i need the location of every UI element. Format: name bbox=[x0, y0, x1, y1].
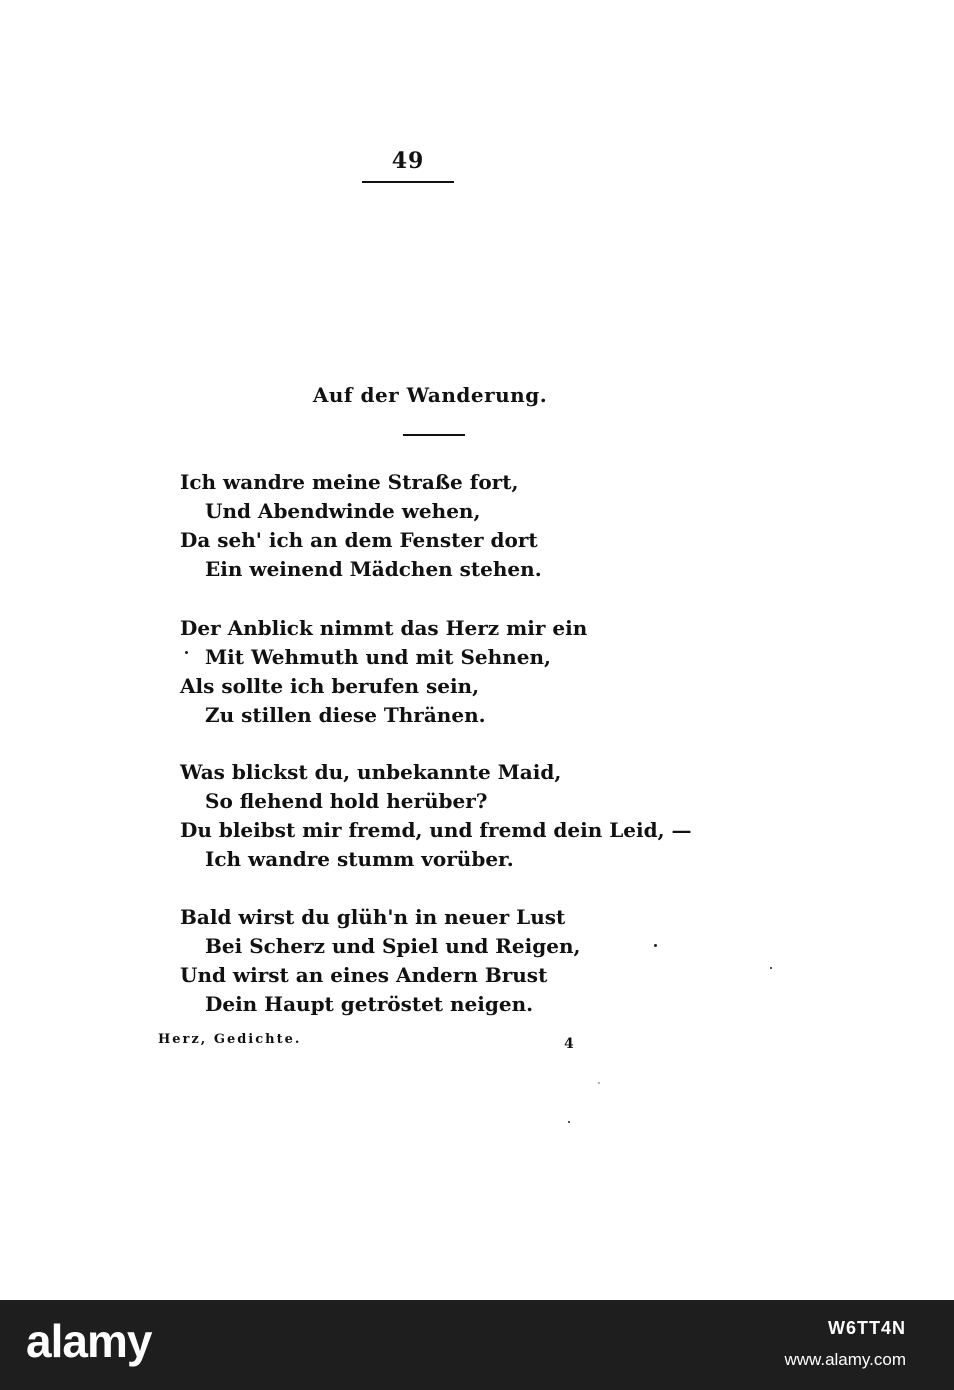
verse-line: Du bleibst mir fremd, und fremd dein Leid, — bbox=[180, 818, 692, 842]
verse-line: Und Abendwinde wehen, bbox=[205, 499, 481, 523]
footer-signature: Herz, Gedichte. bbox=[158, 1032, 302, 1047]
page-number-rule bbox=[362, 181, 454, 183]
verse-line: Als sollte ich berufen sein, bbox=[180, 674, 480, 698]
ink-speck bbox=[568, 1121, 570, 1123]
verse-line: Dein Haupt getröstet neigen. bbox=[205, 992, 534, 1016]
ink-speck bbox=[598, 1082, 600, 1084]
footer-sheet-number: 4 bbox=[564, 1036, 574, 1052]
verse-line: Ich wandre meine Straße fort, bbox=[180, 470, 519, 494]
ink-speck bbox=[185, 651, 188, 654]
verse-line: Ich wandre stumm vorüber. bbox=[205, 847, 514, 871]
title-rule bbox=[403, 434, 465, 436]
poem-title: Auf der Wanderung. bbox=[312, 383, 548, 407]
verse-line: Zu stillen diese Thränen. bbox=[205, 703, 486, 727]
verse-line: So flehend hold herüber? bbox=[205, 789, 488, 813]
verse-line: Bald wirst du glüh'n in neuer Lust bbox=[180, 905, 566, 929]
verse-line: Da seh' ich an dem Fenster dort bbox=[180, 528, 538, 552]
page-number: 49 bbox=[391, 148, 425, 174]
verse-line: Mit Wehmuth und mit Sehnen, bbox=[205, 645, 551, 669]
verse-line: Was blickst du, unbekannte Maid, bbox=[180, 760, 562, 784]
alamy-logo: alamy bbox=[26, 1315, 152, 1367]
verse-line: Ein weinend Mädchen stehen. bbox=[205, 557, 542, 581]
verse-line: Bei Scherz und Spiel und Reigen, bbox=[205, 934, 581, 958]
verse-line: Der Anblick nimmt das Herz mir ein bbox=[180, 616, 588, 640]
watermark-banner bbox=[0, 1300, 954, 1390]
ink-speck bbox=[770, 967, 772, 969]
image-id: W6TT4N bbox=[828, 1318, 906, 1338]
verse-line: Und wirst an eines Andern Brust bbox=[180, 963, 548, 987]
banner-url: www.alamy.com bbox=[784, 1350, 906, 1369]
ink-speck bbox=[654, 944, 657, 947]
